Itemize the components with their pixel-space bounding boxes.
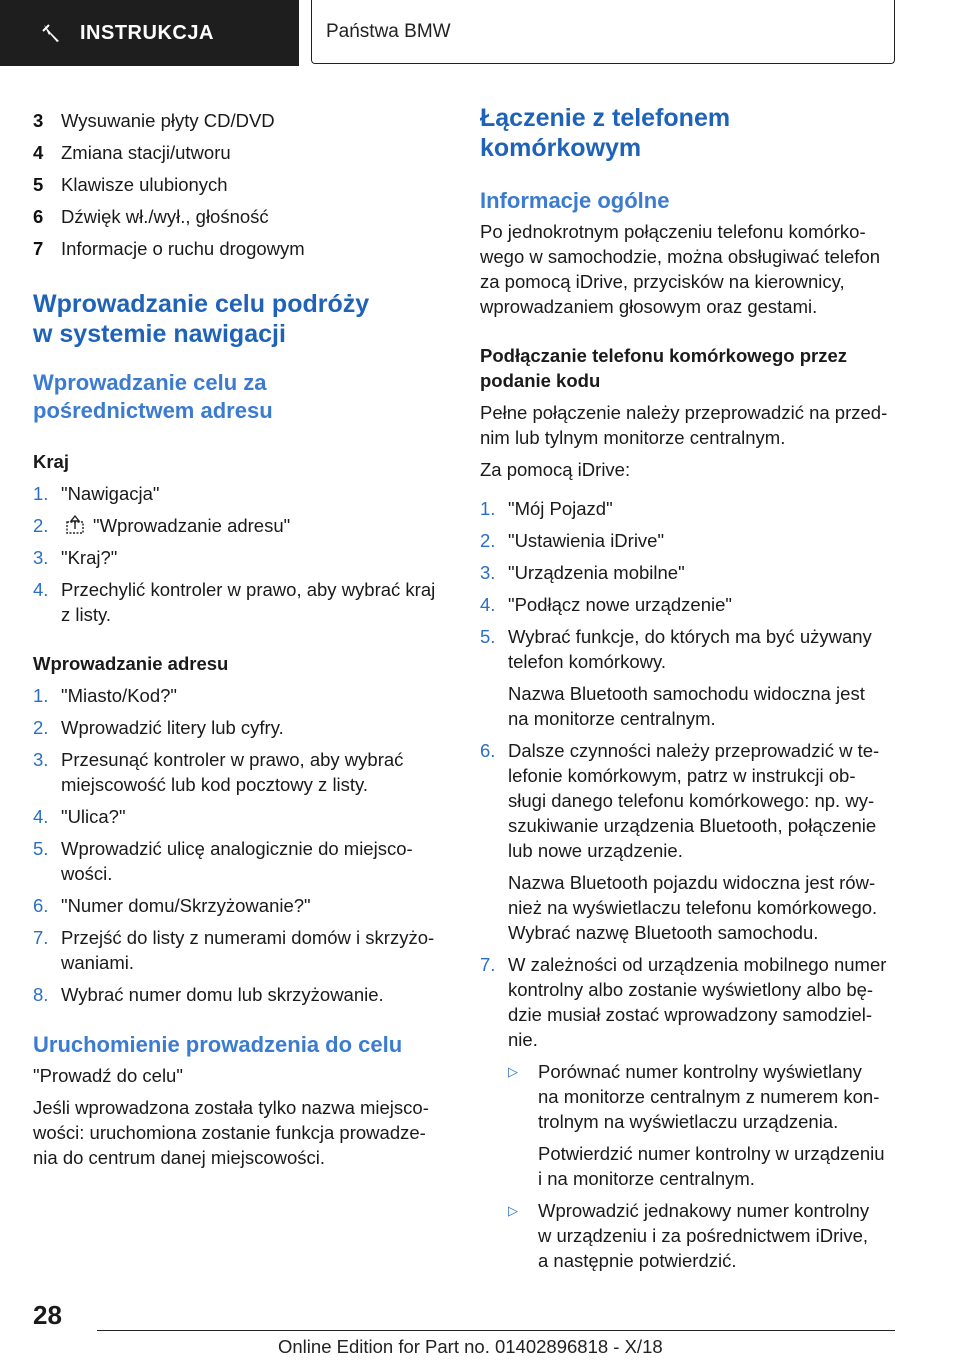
list-item: 6 Dźwięk wł./wył., głośność bbox=[33, 206, 269, 227]
list-item: 3. "Urządzenia mobilne" bbox=[480, 562, 685, 583]
bullet-item: ▷ Porównać numer kontrolny wyświetlany na monitorze centralnym z numerem kon- trolnym na wyświetlaczu urządzenia. bbox=[508, 1061, 880, 1132]
step-note: Nazwa Bluetooth pojazdu widoczna jest rów- nież na wyświetlaczu telefonu komórkowego. Wybrać nazwę Bluetooth samochodu. bbox=[508, 872, 878, 943]
kraj-title: Kraj bbox=[33, 451, 69, 472]
list-item: 7. W zależności od urządzenia mobilnego numer kontrolny albo zostanie wyświetlony albo bę- dzie musiał zostać wprowadzony samodziel- nie. bbox=[480, 954, 887, 1050]
intro-paragraph: Po jednokrotnym połączeniu telefonu komórko- wego w samochodzie, można obsługiwać telefon za pomocą iDrive, przycisków na kierownicy, wprowadzaniem głosowym oraz gestami. bbox=[480, 221, 881, 317]
bullet-item: ▷ Wprowadzić jednakowy numer kontrolny w urządzeniu i za pośrednictwem iDrive, a następnie potwierdzić. bbox=[508, 1200, 870, 1271]
step-note: Nazwa Bluetooth samochodu widoczna jest na monitorze centralnym. bbox=[508, 683, 865, 729]
bullet-note: Potwierdzić numer kontrolny w urządzeniu i na monitorze centralnym. bbox=[538, 1143, 885, 1189]
list-item: 2. "Wprowadzanie adresu" bbox=[33, 515, 291, 536]
start-guidance-heading: Uruchomienie prowadzenia do celu bbox=[33, 1032, 403, 1057]
list-item: 1. "Miasto/Kod?" bbox=[33, 685, 177, 706]
footer-divider bbox=[97, 1330, 895, 1331]
right-column bbox=[480, 103, 900, 1273]
navigation-menu-icon bbox=[65, 515, 85, 535]
list-item: 1. "Mój Pojazd" bbox=[480, 498, 613, 519]
instrukcja-label: INSTRUKCJA bbox=[80, 21, 214, 44]
list-item: 4. "Podłącz nowe urządzenie" bbox=[480, 594, 732, 615]
document-title-text: Państwa BMW bbox=[326, 20, 451, 42]
instrukcja-tab[interactable] bbox=[0, 0, 299, 66]
section-heading-phone: Łączenie z telefonem komórkowym bbox=[480, 104, 731, 162]
kraj-steps bbox=[33, 481, 445, 627]
list-item: 2. Wprowadzić litery lub cyfry. bbox=[33, 717, 284, 738]
section-heading-navigation: Wprowadzanie celu podróży w systemie nawigacji bbox=[33, 290, 370, 348]
triangle-bullet-icon: ▷ bbox=[508, 1064, 518, 1079]
pairing-steps bbox=[480, 496, 900, 1273]
list-item: 5. Wprowadzić ulicę analogicznie do miejsco- wości. bbox=[33, 838, 413, 884]
adres-steps bbox=[33, 683, 445, 1007]
subsection-heading-address: Wprowadzanie celu za pośrednictwem adresu bbox=[33, 370, 273, 423]
via-idrive-text: Za pomocą iDrive: bbox=[480, 459, 631, 480]
list-item: 3 Wysuwanie płyty CD/DVD bbox=[33, 110, 275, 131]
list-item: 6. "Numer domu/Skrzyżowanie?" bbox=[33, 895, 311, 916]
list-item: 7 Informacje o ruchu drogowym bbox=[33, 238, 305, 259]
list-item: 5 Klawisze ulubionych bbox=[33, 174, 228, 195]
list-item: 4. "Ulica?" bbox=[33, 806, 126, 827]
list-item: 2. "Ustawienia iDrive" bbox=[480, 530, 665, 551]
subsection-heading-general: Informacje ogólne bbox=[480, 188, 670, 213]
list-item: 7. Przejść do listy z numerami domów i skrzyżo- waniami. bbox=[33, 927, 435, 973]
left-column bbox=[33, 108, 445, 1170]
full-connection-paragraph: Pełne połączenie należy przeprowadzić na przed- nim lub tylnym monitorze centralnym. bbox=[480, 402, 888, 448]
list-item: 3. Przesunąć kontroler w prawo, aby wybrać miejscowość lub kod pocztowy z listy. bbox=[33, 749, 404, 795]
list-item: 6. Dalsze czynności należy przeprowadzić w te- lefonie komórkowym, patrz w instrukcji ob- sługi danego telefonu komórkowego: np. wy- szukiwanie urządzenia Bluetooth, połączenie lub nowe urządzenie. bbox=[480, 740, 880, 861]
list-item: 5. Wybrać funkcje, do których ma być używany telefon komórkowy. bbox=[480, 626, 872, 672]
list-item: 8. Wybrać numer domu lub skrzyżowanie. bbox=[33, 984, 384, 1005]
list-item: 3. "Kraj?" bbox=[33, 547, 118, 568]
list-item: 1. "Nawigacja" bbox=[33, 483, 160, 504]
triangle-bullet-icon: ▷ bbox=[508, 1203, 518, 1218]
list-item: 4 Zmiana stacji/utworu bbox=[33, 142, 231, 163]
start-guidance-paragraph: Jeśli wprowadzona została tylko nazwa miejsco- wości: uruchomiona zostanie funkcja prowadze- nia do centrum danej miejscowości. bbox=[33, 1097, 429, 1168]
car-assist-icon bbox=[40, 22, 62, 44]
adres-title: Wprowadzanie adresu bbox=[33, 653, 229, 674]
list-item: 4. Przechylić kontroler w prawo, aby wybrać kraj z listy. bbox=[33, 579, 436, 625]
header bbox=[0, 0, 960, 66]
edition-info: Online Edition for Part no. 01402896818 - X/18 bbox=[278, 1336, 663, 1357]
document-title bbox=[311, 0, 895, 64]
page-number: 28 bbox=[33, 1300, 62, 1330]
button-legend bbox=[33, 108, 445, 261]
pairing-code-heading: Podłączanie telefonu komórkowego przez podanie kodu bbox=[480, 345, 847, 391]
start-guidance-command: "Prowadź do celu" bbox=[33, 1065, 183, 1086]
